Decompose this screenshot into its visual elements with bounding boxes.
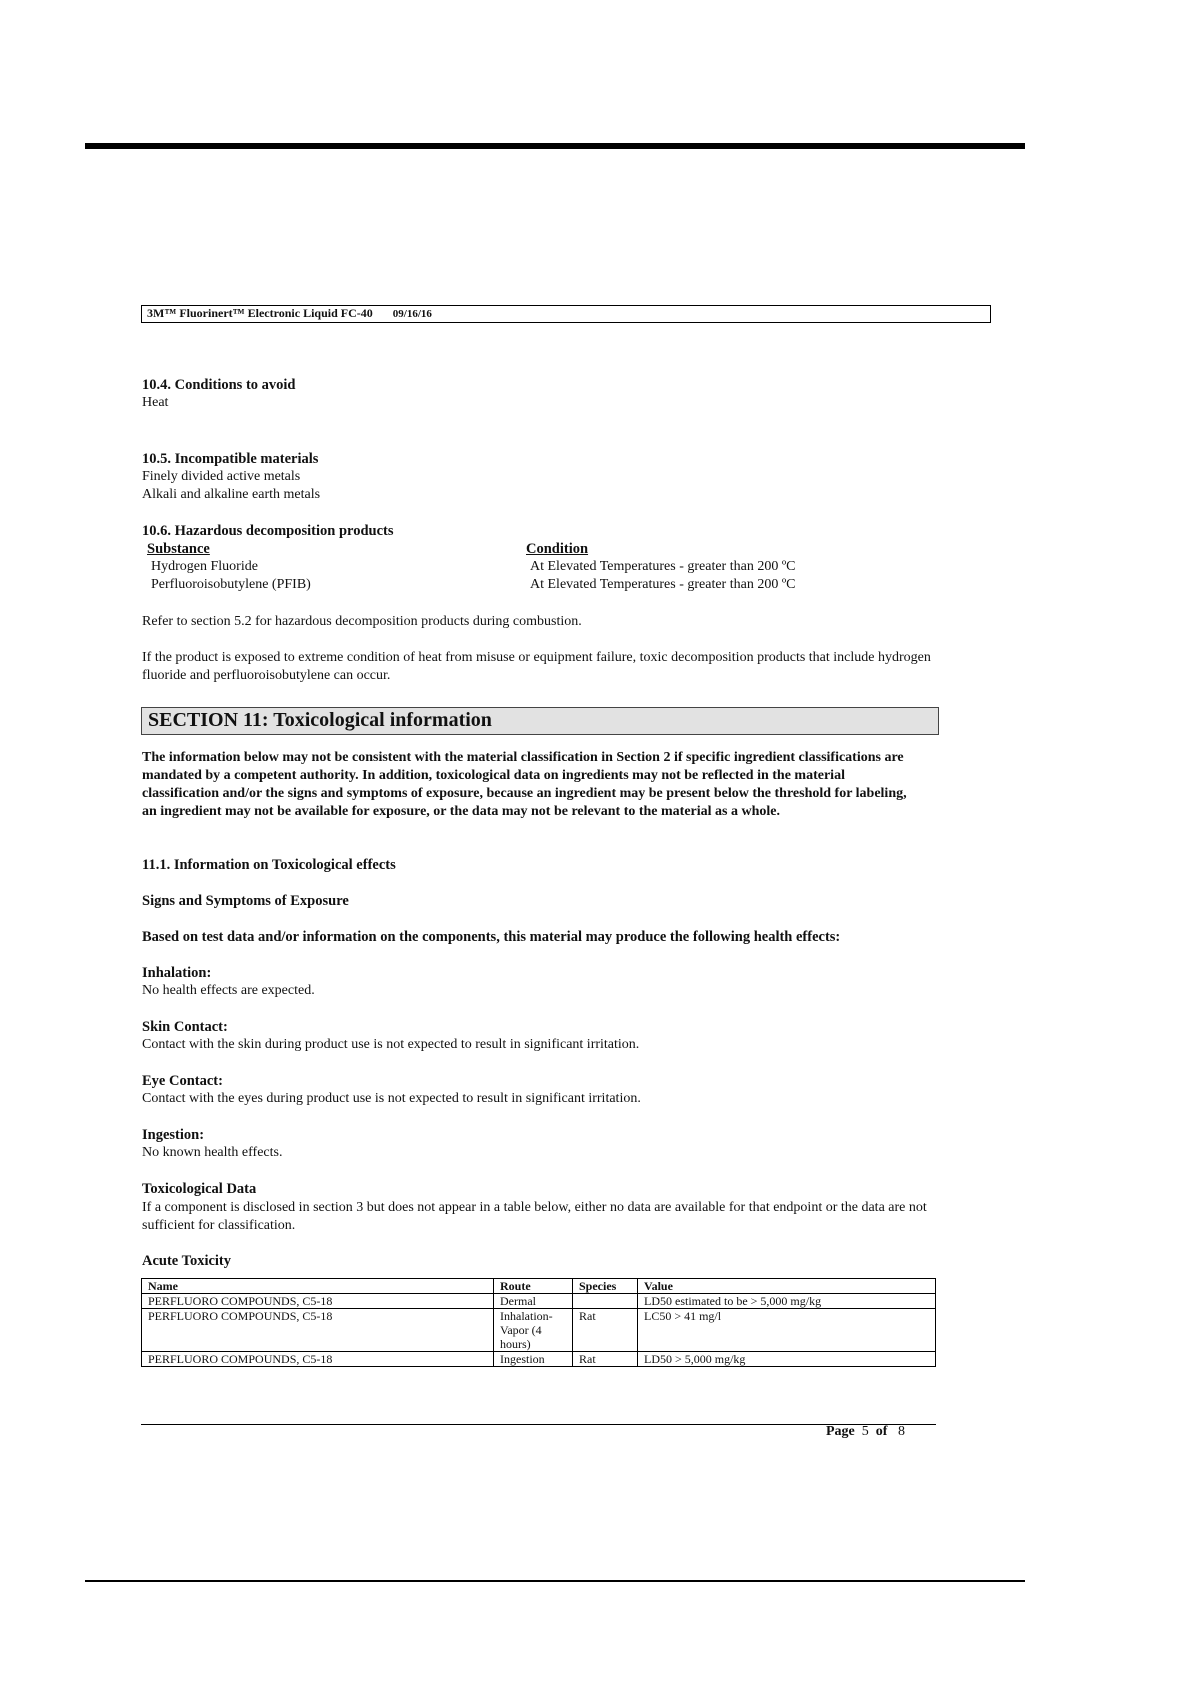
- route-cell: Inhalation-Vapor (4 hours): [494, 1309, 573, 1352]
- eye-contact-heading: Eye Contact:: [142, 1073, 223, 1089]
- skin-contact-heading: Skin Contact:: [142, 1019, 228, 1035]
- refer-text: Refer to section 5.2 for hazardous decomposition products during combustion.: [142, 614, 582, 629]
- exposed-text: If the product is exposed to extreme condition of heat from misuse or equipment failure, toxic decomposition products that include hydrogen fluoride and perfluoroisobutylene can occur.: [142, 650, 931, 683]
- substance-column-header: Substance: [147, 541, 210, 557]
- product-name: 3M™ Fluorinert™ Electronic Liquid FC-40: [147, 306, 373, 320]
- species-cell: [573, 1294, 638, 1309]
- species-cell: Rat: [573, 1352, 638, 1367]
- eye-contact-text: Contact with the eyes during product use is not expected to result in significant irritation.: [142, 1091, 641, 1106]
- column-header-value: Value: [638, 1279, 936, 1294]
- revision-date: 09/16/16: [392, 308, 432, 320]
- condition-cell: At Elevated Temperatures - greater than 200 ºC: [530, 559, 796, 574]
- section-10-4-text: Heat: [142, 395, 169, 410]
- substance-cell: Hydrogen Fluoride: [151, 559, 258, 574]
- section-10-4-heading: 10.4. Conditions to avoid: [142, 377, 296, 393]
- incompatible-item: Finely divided active metals: [142, 469, 301, 484]
- inhalation-text: No health effects are expected.: [142, 983, 315, 998]
- page-label: Page: [826, 1424, 855, 1439]
- signs-heading: Signs and Symptoms of Exposure: [142, 893, 349, 909]
- based-text: Based on test data and/or information on the components, this material may produce the following health effects:: [142, 929, 841, 945]
- current-page: 5: [861, 1424, 869, 1439]
- section-10-6-heading: 10.6. Hazardous decomposition products: [142, 523, 394, 539]
- section-10-5-heading: 10.5. Incompatible materials: [142, 451, 319, 467]
- species-cell: Rat: [573, 1309, 638, 1352]
- route-cell: Dermal: [494, 1294, 573, 1309]
- column-header-name: Name: [142, 1279, 494, 1294]
- total-pages: 8: [897, 1424, 905, 1439]
- value-cell: LD50 > 5,000 mg/kg: [638, 1352, 936, 1367]
- column-header-species: Species: [573, 1279, 638, 1294]
- bottom-rule: [85, 1580, 1025, 1582]
- condition-column-header: Condition: [526, 541, 589, 557]
- top-rule: [85, 143, 1025, 149]
- table-header-row: [142, 1279, 936, 1294]
- ingestion-text: No known health effects.: [142, 1145, 283, 1160]
- value-cell: LC50 > 41 mg/l: [638, 1309, 936, 1352]
- substance-cell: Perfluoroisobutylene (PFIB): [151, 577, 311, 592]
- route-cell: Ingestion: [494, 1352, 573, 1367]
- toxicological-data-text: If a component is disclosed in section 3 but does not appear in a table below, either no data are available for that endpoint or the data are not sufficient for classification.: [142, 1200, 927, 1233]
- condition-cell: At Elevated Temperatures - greater than 200 ºC: [530, 577, 796, 592]
- column-header-route: Route: [494, 1279, 573, 1294]
- acute-toxicity-table: [141, 1278, 936, 1367]
- acute-toxicity-heading: Acute Toxicity: [142, 1253, 232, 1269]
- section-11-title: SECTION 11: Toxicological information: [141, 707, 939, 735]
- name-cell: PERFLUORO COMPOUNDS, C5-18: [142, 1294, 494, 1309]
- table-row: [142, 1309, 936, 1352]
- page-number: [826, 1424, 905, 1440]
- table-row: [142, 1352, 936, 1367]
- section-11-intro: The information below may not be consistent with the material classification in Section 2 if specific ingredient classifications are mandated by a competent authority. In addition, toxicological data on ingredients may not be reflected in the material classification and/or the signs and symptoms of exposure, because an ingredient may be present below the threshold for labeling, an ingredient may not be available for exposure, or the data may not be relevant to the material as a whole.: [142, 750, 907, 819]
- skin-contact-text: Contact with the skin during product use is not expected to result in significant irritation.: [142, 1037, 640, 1052]
- document-header: [141, 305, 991, 323]
- incompatible-item: Alkali and alkaline earth metals: [142, 487, 321, 502]
- toxicological-data-heading: Toxicological Data: [142, 1181, 257, 1197]
- name-cell: PERFLUORO COMPOUNDS, C5-18: [142, 1352, 494, 1367]
- inhalation-heading: Inhalation:: [142, 965, 212, 981]
- name-cell: PERFLUORO COMPOUNDS, C5-18: [142, 1309, 494, 1352]
- of-label: of: [875, 1424, 888, 1439]
- value-cell: LD50 estimated to be > 5,000 mg/kg: [638, 1294, 936, 1309]
- ingestion-heading: Ingestion:: [142, 1127, 205, 1143]
- table-row: [142, 1294, 936, 1309]
- section-11-1-heading: 11.1. Information on Toxicological effects: [142, 857, 396, 873]
- footer-rule: [141, 1424, 936, 1425]
